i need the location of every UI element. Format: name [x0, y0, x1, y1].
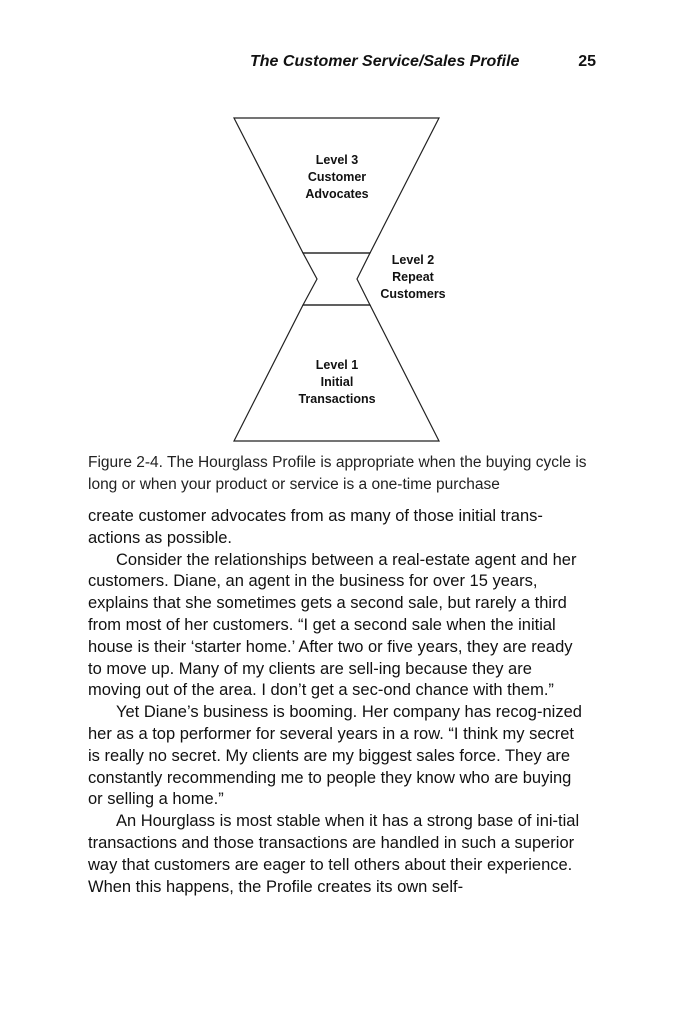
paragraph: create customer advocates from as many of those initial trans-actions as possible. [88, 507, 543, 547]
page-number: 25 [578, 53, 596, 70]
level-2-label: Level 2 Repeat Customers [380, 253, 446, 301]
level-3-label: Level 3 Customer Advocates [305, 153, 369, 201]
hourglass-neck [303, 253, 370, 305]
paragraph: Yet Diane’s business is booming. Her company has recog-nized her as a top performer for several years in a row. “I think my secret is really no secret. My clients are my biggest sales force. They are constantly recommending me to people they know who are buying or selling a home.” [88, 703, 582, 809]
running-title: The Customer Service/Sales Profile [250, 53, 520, 70]
paragraph: Consider the relationships between a real-estate agent and her customers. Diane, an agent in the business for over 15 years, explains that she sometimes gets a second sale, but rarely a third from most of her customers. “I get a second sale when the initial house is their ‘starter home.’ After two or five years, they are ready to move up. Many of my clients are sell-ing because they are moving out of the area. I don’t get a sec-ond chance with them.” [88, 550, 577, 700]
figure-caption: Figure 2-4. The Hourglass Profile is appropriate when the buying cycle is long or when your product or service is a one-time purchase [88, 454, 587, 493]
paragraph: An Hourglass is most stable when it has a strong base of ini-tial transactions and those transactions are handled in such a superior way that customers are eager to tell others about their experience. When this happens, the Profile creates its own self- [88, 812, 580, 896]
level-1-label: Level 1 Initial Transactions [298, 358, 376, 406]
body-text [88, 506, 584, 898]
